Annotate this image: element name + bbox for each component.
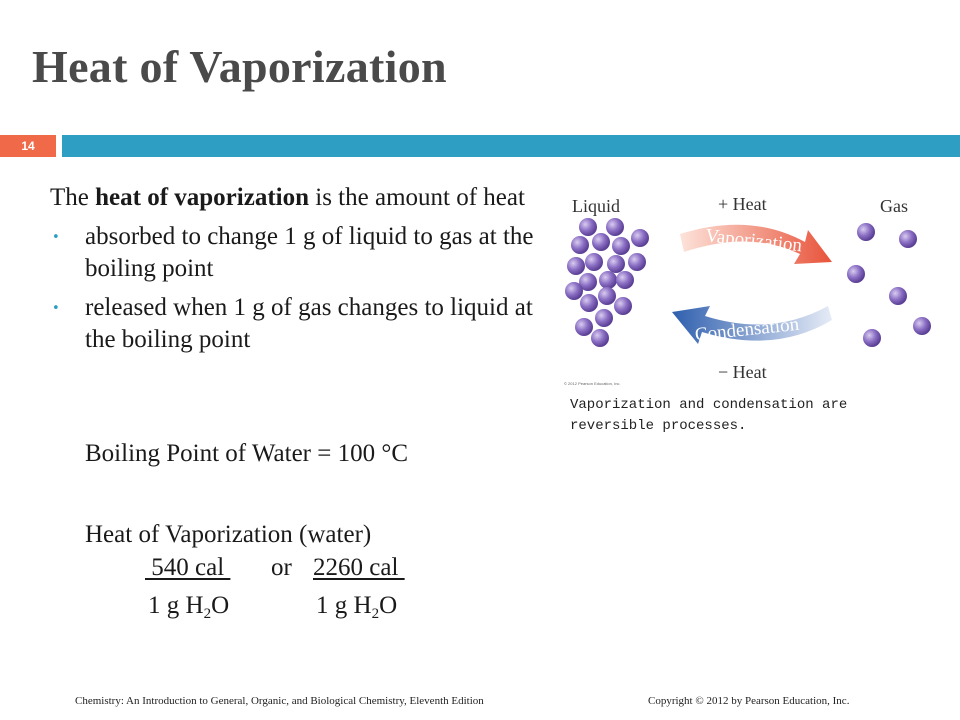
molecule — [567, 257, 585, 275]
footer-book-title: Chemistry: An Introduction to General, Organic, and Biological Chemistry, Eleventh Edition — [75, 695, 484, 707]
bullet-dot-icon: • — [52, 301, 60, 316]
fraction-numerator-2 — [313, 554, 405, 582]
intro-bold-term: heat of vaporization — [95, 184, 309, 211]
molecule — [857, 223, 875, 241]
subscript-2: 2 — [371, 606, 380, 622]
bullet-dot-icon: • — [52, 230, 60, 245]
fraction-denominator-2 — [316, 592, 397, 620]
gas-label: Gas — [880, 196, 908, 216]
molecule — [889, 287, 907, 305]
molecule — [863, 329, 881, 347]
bullet-text: released when 1 g of gas changes to liquid at the boiling point — [85, 294, 533, 353]
molecule — [599, 271, 617, 289]
molecule — [899, 230, 917, 248]
condensation-arrow — [672, 306, 832, 346]
molecule — [607, 255, 625, 273]
plus-heat-label: + Heat — [718, 194, 767, 214]
molecule — [591, 329, 609, 347]
heat-of-vaporization-label: Heat of Vaporization (water) — [85, 521, 372, 548]
slide-number-badge: 14 — [0, 135, 56, 157]
figure-caption: Vaporization and condensation are reversible processes. — [570, 397, 848, 434]
fraction-numerator-1 — [145, 554, 230, 582]
bullet-text: absorbed to change 1 g of liquid to gas at the boiling point — [85, 223, 534, 282]
intro-suffix: is the amount of heat — [309, 184, 525, 211]
liquid-label: Liquid — [572, 196, 620, 216]
numerator-2260-cal: 2260 cal — [313, 554, 405, 581]
vaporization-arrow-label: Vaporization — [704, 225, 804, 257]
intro-paragraph — [50, 182, 550, 214]
vaporization-condensation-figure — [560, 182, 940, 387]
molecule — [847, 265, 865, 283]
bullet-item — [50, 221, 550, 285]
slide-title: Heat of Vaporization — [32, 41, 447, 92]
intro-prefix: The — [50, 184, 96, 211]
molecule — [614, 297, 632, 315]
or-text: or — [271, 554, 292, 581]
fraction-denominator-1 — [148, 592, 229, 620]
molecule — [571, 236, 589, 254]
figure-copyright: © 2012 Pearson Education, Inc. — [564, 381, 621, 386]
molecule — [565, 282, 583, 300]
header-accent-bar — [62, 135, 960, 157]
molecule — [612, 237, 630, 255]
molecule — [598, 287, 616, 305]
slide-body — [50, 182, 550, 356]
numerator-540-cal: 540 cal — [145, 554, 231, 581]
molecule — [585, 253, 603, 271]
denominator-suffix: O — [379, 592, 398, 619]
denominator-suffix: O — [211, 592, 230, 619]
molecule — [580, 294, 598, 312]
denominator-prefix: 1 g H — [148, 592, 204, 619]
boiling-point-line: Boiling Point of Water = 100 °C — [85, 440, 409, 467]
gas-molecules — [847, 223, 931, 347]
molecule — [631, 229, 649, 247]
molecule — [592, 233, 610, 251]
subscript-2: 2 — [203, 606, 212, 622]
vaporization-arrow — [680, 225, 832, 264]
molecule — [628, 253, 646, 271]
molecule — [616, 271, 634, 289]
minus-heat-label: − Heat — [718, 362, 767, 382]
condensation-arrow-label: Condensation — [693, 313, 801, 346]
denominator-prefix: 1 g H — [316, 592, 372, 619]
liquid-molecules — [565, 218, 649, 347]
molecule — [595, 309, 613, 327]
molecule — [606, 218, 624, 236]
molecule — [579, 218, 597, 236]
footer-copyright: Copyright © 2012 by Pearson Education, Inc. — [648, 695, 850, 707]
molecule — [913, 317, 931, 335]
bullet-item — [50, 292, 550, 356]
molecule — [575, 318, 593, 336]
